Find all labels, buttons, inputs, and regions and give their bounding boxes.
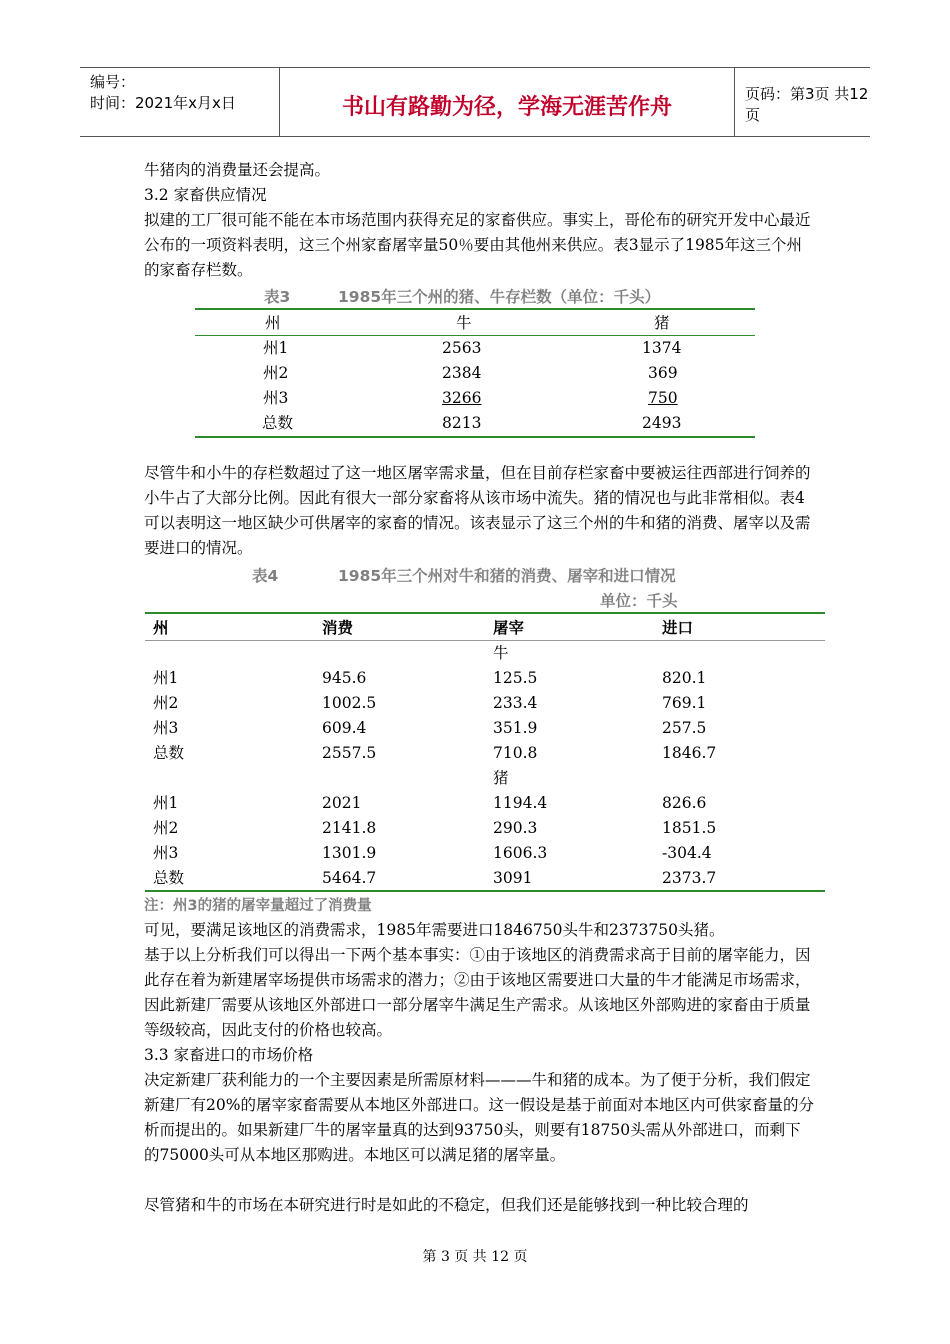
table3-cell: 8213 bbox=[442, 414, 482, 432]
table3-cell: 总数 bbox=[262, 414, 294, 432]
header-page-label: 页码：第3页 共12页 bbox=[745, 85, 869, 124]
table3-cell: 3266 bbox=[442, 389, 482, 407]
table4-cell: 州3 bbox=[153, 844, 179, 862]
paragraph-import: 可见，要满足该地区的消费需求，1985年需要进口1846750头牛和2373750头猪。 bbox=[144, 921, 725, 939]
table3-cell: 州3 bbox=[263, 389, 289, 407]
table3-caption-text: 1985年三个州的猪、牛存栏数（单位：千头） bbox=[338, 288, 661, 306]
table3-top-rule bbox=[195, 308, 755, 310]
page-header bbox=[80, 67, 870, 137]
table4-cell: 125.5 bbox=[493, 669, 538, 687]
table4-cell: -304.4 bbox=[662, 844, 712, 862]
table3-header-rule bbox=[195, 335, 755, 336]
table4-unit: 单位：千头 bbox=[600, 592, 678, 610]
paragraph-market: 尽管猪和牛的市场在本研究进行时是如此的不稳定，但我们还是能够找到一种比较合理的 bbox=[144, 1196, 749, 1214]
table4-cell: 州3 bbox=[153, 719, 179, 737]
table4-top-rule bbox=[145, 612, 825, 614]
table4-cell: 1846.7 bbox=[662, 744, 717, 762]
table3-cell: 2493 bbox=[642, 414, 682, 432]
table3-cell: 2384 bbox=[442, 364, 482, 382]
table3-bottom-rule bbox=[195, 436, 755, 438]
paragraph-facts: 基于以上分析我们可以得出一下两个基本事实：①由于该地区的消费需求高于目前的屠宰能力，因此存在着为新建屠宰场提供市场需求的潜力；②由于该地区需要进口大量的牛才能满足市场需求，因此新建厂需要从该地区外部进口一部分屠宰牛满足生产需求。从该地区外部购进的家畜由于质量等级较高，因此支付的价格也较高。 bbox=[144, 946, 811, 1039]
table4-caption-no: 表4 bbox=[252, 567, 279, 585]
table4-note: 注：州3的猪的屠宰量超过了消费量 bbox=[144, 898, 372, 914]
table4-cell: 总数 bbox=[153, 744, 185, 762]
table4-cell: 257.5 bbox=[662, 719, 707, 737]
table4-cell: 710.8 bbox=[493, 744, 538, 762]
table4-header-cell: 屠宰 bbox=[493, 619, 525, 637]
table4-cell: 州2 bbox=[153, 819, 179, 837]
table4-group-cattle: 牛 bbox=[493, 644, 509, 662]
table3-cell: 州2 bbox=[263, 364, 289, 382]
table3-cell: 369 bbox=[648, 364, 678, 382]
table4-header-cell: 消费 bbox=[322, 619, 354, 637]
table3-cell: 州1 bbox=[263, 339, 289, 357]
table4-cell: 1301.9 bbox=[322, 844, 377, 862]
table4-bottom-rule bbox=[145, 890, 825, 892]
table4-cell: 1002.5 bbox=[322, 694, 377, 712]
paragraph-intro: 牛猪肉的消费量还会提高。 bbox=[144, 161, 331, 179]
table4-cell: 1606.3 bbox=[493, 844, 548, 862]
table4-cell: 945.6 bbox=[322, 669, 367, 687]
header-meta bbox=[80, 68, 280, 136]
header-motto: 书山有路勤为径，学海无涯苦作舟 bbox=[280, 68, 735, 136]
table4-group-pig: 猪 bbox=[493, 769, 509, 787]
table3-cell: 750 bbox=[648, 389, 678, 407]
table4-cell: 290.3 bbox=[493, 819, 538, 837]
table4-cell: 233.4 bbox=[493, 694, 538, 712]
table4-cell: 州1 bbox=[153, 794, 179, 812]
paragraph-shortage: 尽管牛和小牛的存栏数超过了这一地区屠宰需求量，但在目前存栏家畜中要被运往西部进行饲养的小牛占了大部分比例。因此有很大一部分家畜将从该市场中流失。猪的情况也与此非常相似。表4可以表明这一地区缺少可供屠宰的家畜的情况。该表显示了这三个州的牛和猪的消费、屠宰以及需要进口的情况。 bbox=[144, 464, 811, 557]
table4-cell: 5464.7 bbox=[322, 869, 377, 887]
table4-cell: 609.4 bbox=[322, 719, 367, 737]
table4-cell: 州1 bbox=[153, 669, 179, 687]
section-heading-3-2: 3.2 家畜供应情况 bbox=[144, 186, 267, 204]
table3-cell: 1374 bbox=[642, 339, 682, 357]
table4-cell: 769.1 bbox=[662, 694, 707, 712]
table3-header-pig: 猪 bbox=[654, 314, 670, 332]
page-footer: 第 3 页 共 12 页 bbox=[422, 1249, 528, 1265]
table4-caption-text: 1985年三个州对牛和猪的消费、屠宰和进口情况 bbox=[338, 567, 676, 585]
table4-cell: 2021 bbox=[322, 794, 362, 812]
table4-cell: 2373.7 bbox=[662, 869, 717, 887]
table4-cell: 州2 bbox=[153, 694, 179, 712]
table3-cell: 2563 bbox=[442, 339, 482, 357]
table4-cell: 826.6 bbox=[662, 794, 707, 812]
table4-cell: 820.1 bbox=[662, 669, 707, 687]
table4-cell: 351.9 bbox=[493, 719, 538, 737]
table4-header-cell: 进口 bbox=[662, 619, 694, 637]
number-label: 编号： bbox=[90, 73, 136, 91]
table4-cell: 1851.5 bbox=[662, 819, 717, 837]
table3-header-cattle: 牛 bbox=[456, 314, 472, 332]
date-label: 时间：2021年x月x日 bbox=[90, 94, 236, 112]
table4-cell: 2557.5 bbox=[322, 744, 377, 762]
paragraph-cost: 决定新建厂获利能力的一个主要因素是所需原材料———牛和猪的成本。为了便于分析，我们假定新建厂有20%的屠宰家畜需要从本地区外部进口。这一假设是基于前面对本地区内可供家畜量的分析而提出的。如果新建厂牛的屠宰量真的达到93750头，则要有18750头需从外部进口，而剩下的75000头可从本地区那购进。本地区可以满足猪的屠宰量。 bbox=[144, 1071, 814, 1164]
table4-cell: 总数 bbox=[153, 869, 185, 887]
table4-header-rule bbox=[145, 640, 825, 641]
table4-cell: 3091 bbox=[493, 869, 533, 887]
table4-header-cell: 州 bbox=[153, 619, 169, 637]
table3-caption-no: 表3 bbox=[264, 288, 291, 306]
table4-cell: 1194.4 bbox=[493, 794, 548, 812]
table4-cell: 2141.8 bbox=[322, 819, 377, 837]
paragraph-supply: 拟建的工厂很可能不能在本市场范围内获得充足的家畜供应。事实上，哥伦布的研究开发中心最近公布的一项资料表明，这三个州家畜屠宰量50％要由其他州来供应。表3显示了1985年这三个州的家畜存栏数。 bbox=[144, 211, 811, 279]
section-heading-3-3: 3.3 家畜进口的市场价格 bbox=[144, 1046, 314, 1064]
table3-header-state: 州 bbox=[265, 314, 281, 332]
